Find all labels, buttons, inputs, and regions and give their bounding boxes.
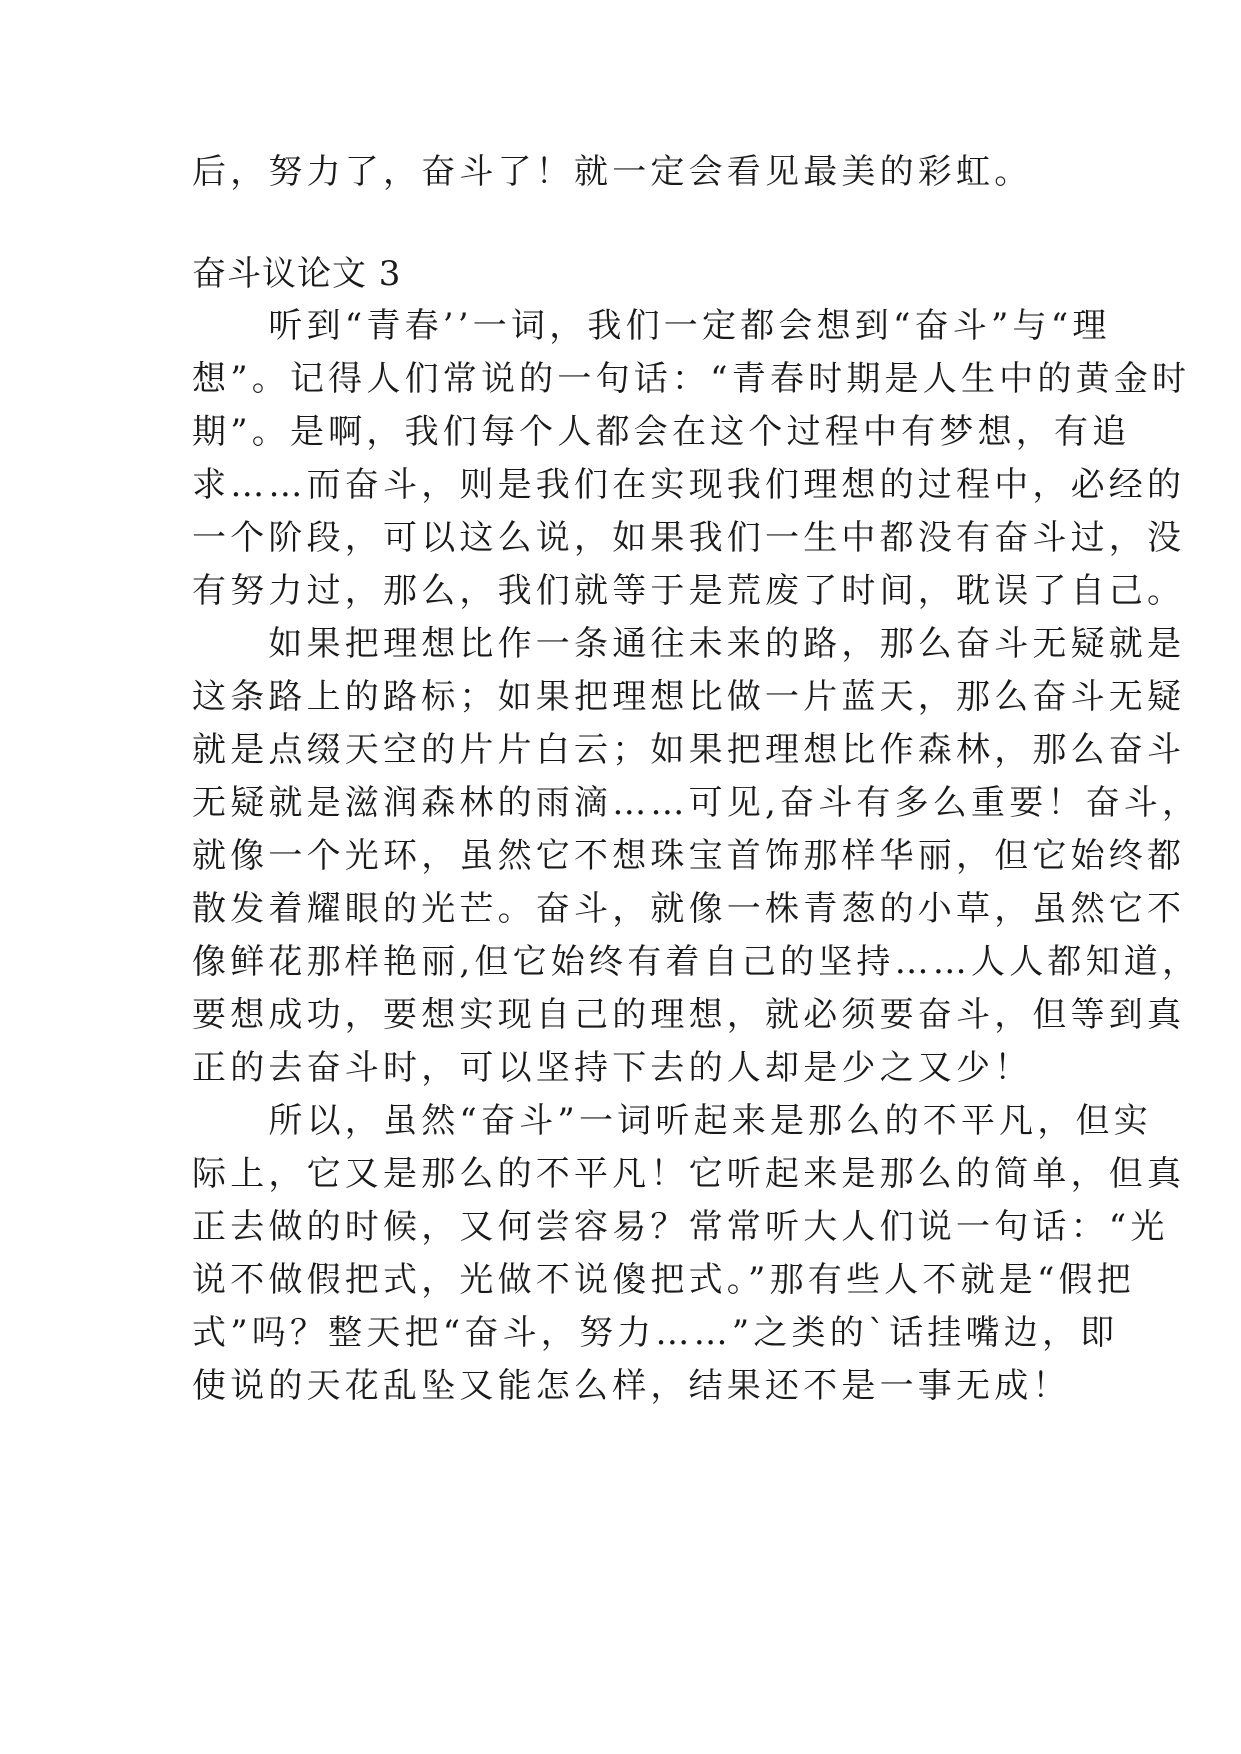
paragraph-line: 这条路上的路标；如果把理想比做一片蓝天，那么奋斗无疑 (192, 677, 1186, 717)
paragraph-line: 正去做的时候，又何尝容易？常常听大人们说一句话：“光 (192, 1207, 1169, 1247)
paragraph-line: 期”。是啊，我们每个人都会在这个过程中有梦想，有追 (192, 412, 1131, 452)
paragraph-line: 无疑就是滋润森林的雨滴……可见,奋斗有多么重要！奋斗， (192, 783, 1201, 823)
paragraph-line: 求……而奋斗，则是我们在实现我们理想的过程中，必经的 (192, 465, 1186, 505)
paragraph-line: 所以，虽然“奋斗”一词听起来是那么的不平凡，但实 (192, 1101, 1152, 1141)
paragraph-line: 际上，它又是那么的不平凡！它听起来是那么的简单，但真 (192, 1154, 1186, 1194)
paragraph-line: 要想成功，要想实现自己的理想，就必须要奋斗，但等到真 (192, 995, 1186, 1035)
paragraph-line: 就是点缀天空的片片白云；如果把理想比作森林，那么奋斗 (192, 730, 1186, 770)
paragraph-line: 听到“青春’’一词，我们一定都会想到“奋斗”与“理 (192, 306, 1111, 346)
section-heading: 奋斗议论文 3 (192, 254, 402, 294)
paragraph-line: 散发着耀眼的光芒。奋斗，就像一株青葱的小草，虽然它不 (192, 889, 1186, 929)
paragraph-line: 像鲜花那样艳丽,但它始终有着自己的坚持……人人都知道， (192, 942, 1201, 982)
paragraph-line: 如果把理想比作一条通往未来的路，那么奋斗无疑就是 (192, 624, 1186, 664)
paragraph-line: 一个阶段，可以这么说，如果我们一生中都没有奋斗过，没 (192, 518, 1186, 558)
paragraph-line: 有努力过，那么，我们就等于是荒废了时间，耽误了自己。 (192, 571, 1186, 611)
paragraph-line: 就像一个光环，虽然它不想珠宝首饰那样华丽，但它始终都 (192, 836, 1186, 876)
paragraph-line: 使说的天花乱坠又能怎么样，结果还不是一事无成！ (192, 1366, 1071, 1406)
paragraph-line: 正的去奋斗时，可以坚持下去的人却是少之又少！ (192, 1048, 1033, 1088)
paragraph-line: 后，努力了，奋斗了！就一定会看见最美的彩虹。 (192, 152, 1033, 192)
paragraph-line: 说不做假把式，光做不说傻把式。”那有些人不就是“假把 (192, 1260, 1135, 1300)
paragraph-line: 想”。记得人们常说的一句话：“青春时期是人生中的黄金时 (192, 359, 1191, 399)
paragraph-line: 式”吗？整天把“奋斗，努力……”之类的`话挂嘴边，即 (192, 1313, 1119, 1353)
